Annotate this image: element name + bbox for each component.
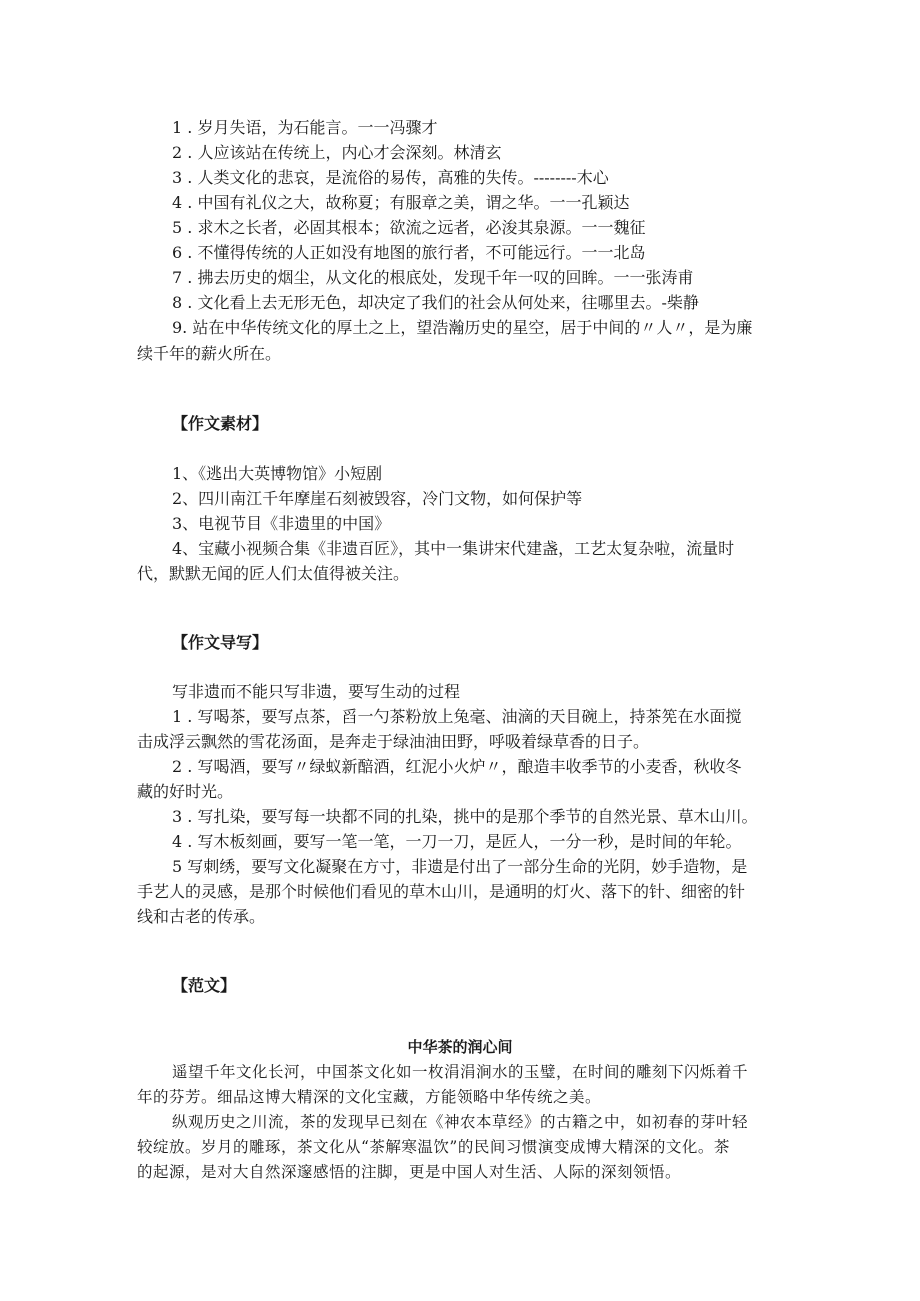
guide-heading: 【作文导写】 (172, 633, 269, 652)
guide-p4: 4 . 写木板刻画，要写一笔一笔，一刀一刀，是匠人，一分一秒，是时间的年轮。 (172, 832, 742, 851)
essay-p2-line-3: 的起源，是对大自然深邃感悟的注脚，更是中国人对生活、人际的深刻领悟。 (137, 1163, 682, 1181)
quote-9-line-1: 9. 站在中华传统文化的厚土之上，望浩瀚历史的星空，居于中间的〃人〃，是为廉 (172, 318, 753, 337)
essay-p2-line-2: 较绽放。岁月的雕琢，茶文化从“茶解寒温饮”的民间习惯演变成博大精深的文化。茶 (137, 1138, 730, 1156)
quote-3: 3 . 人类文化的悲哀，是流俗的易传，高雅的失传。--------木心 (172, 168, 609, 187)
essay-p1-line-1: 遥望千年文化长河，中国茶文化如一枚涓涓涧水的玉璧，在时间的雕刻下闪烁着千 (172, 1063, 749, 1081)
essay-title: 中华茶的润心间 (407, 1038, 513, 1056)
material-item-4: 4、宝藏小视频合集《非遗百匠》，其中一集讲宋代建盏，工艺太复杂啦，流量时 (172, 539, 735, 558)
quote-8: 8 . 文化看上去无形无色，却决定了我们的社会从何处来，往哪里去。-柴静 (172, 293, 699, 312)
guide-intro: 写非遗而不能只写非遗，要写生动的过程 (172, 682, 461, 701)
quote-4: 4 . 中国有礼仪之大，故称夏；有服章之美，谓之华。一一孔颖达 (172, 193, 630, 212)
essay-heading: 【范文】 (172, 976, 237, 995)
quote-5: 5 . 求木之长者，必固其根本；欲流之远者，必浚其泉源。一一魏征 (172, 218, 646, 237)
guide-p5-line-2: 手艺人的灵感，是那个时候他们看见的草木山川，是通明的灯火、落下的针、细密的针 (137, 882, 746, 901)
guide-p1-line-1: 1 . 写喝茶，要写点茶，舀一勺茶粉放上兔毫、油滴的天目碗上，持茶筅在水面搅 (172, 707, 742, 726)
quote-9-line-2: 续千年的薪火所在。 (137, 344, 282, 363)
quote-7: 7 . 拂去历史的烟尘，从文化的根底处，发现千年一叹的回眸。一一张涛甫 (172, 268, 694, 287)
guide-p5-line-1: 5 写刺绣，要写文化凝聚在方寸，非遗是付出了一部分生命的光阴，妙手造物，是 (172, 857, 748, 876)
material-item-2: 2、四川南江千年摩崖石刻被毁容，冷门文物，如何保护等 (172, 489, 583, 508)
material-heading: 【作文素材】 (172, 414, 269, 433)
guide-p5-line-3: 线和古老的传承。 (137, 907, 266, 926)
quote-2: 2 . 人应该站在传统上，内心才会深刻。林清玄 (172, 143, 502, 162)
quote-6: 6 . 不懂得传统的人正如没有地图的旅行者，不可能远行。一一北岛 (172, 243, 646, 262)
essay-p1-line-2: 年的芬芳。细品这博大精深的文化宝藏，方能领略中华传统之美。 (137, 1088, 602, 1106)
material-item-1: 1、《逃出大英博物馆》小短剧 (172, 464, 383, 483)
guide-p2-line-1: 2 . 写喝酒，要写〃绿蚁新醅酒，红泥小火炉〃，酿造丰收季节的小麦香，秋收冬 (172, 757, 742, 776)
guide-p3: 3 . 写扎染，要写每一块都不同的扎染，挑中的是那个季节的自然光景、草木山川。 (172, 807, 758, 826)
material-item-4-cont: 代，默默无闻的匠人们太值得被关注。 (137, 564, 410, 583)
guide-p2-line-2: 藏的好时光。 (137, 782, 234, 801)
guide-p1-line-2: 击成浮云飘然的雪花汤面，是奔走于绿油油田野，呼吸着绿草香的日子。 (137, 732, 650, 751)
material-item-3: 3、电视节目《非遗里的中国》 (172, 514, 391, 533)
quote-1: 1 . 岁月失语，为石能言。一一冯骤才 (172, 118, 438, 137)
essay-p2-line-1: 纵观历史之川流，茶的发现早已刻在《神农本草经》的古籍之中，如初春的芽叶轻 (172, 1113, 749, 1131)
